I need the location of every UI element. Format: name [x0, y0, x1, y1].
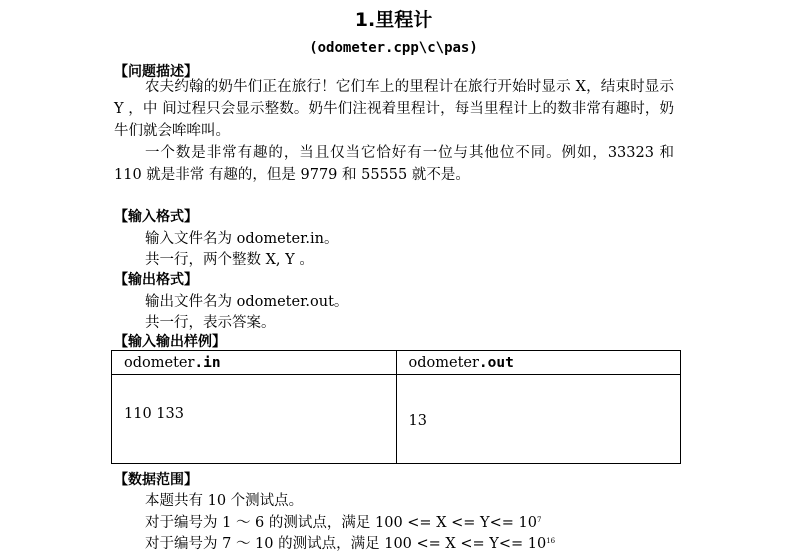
output-header-cell	[396, 351, 681, 375]
sample-output-value: 13	[408, 413, 427, 429]
output-format-heading: 【输出格式】	[114, 272, 198, 288]
sample-input-value: 110 133	[124, 406, 184, 422]
input-header-prefix: odometer	[124, 354, 195, 371]
test-count-line: 本题共有 10 个测试点。	[145, 493, 304, 509]
sample-input-cell	[112, 375, 397, 464]
range-line-1-exponent: 7	[536, 516, 542, 524]
problem-title: 1.里程计	[354, 9, 433, 31]
input-file-line: 输入文件名为 odometer.in。	[145, 231, 339, 247]
problem-description-heading: 【问题描述】	[114, 64, 198, 80]
description-paragraph: 一个数是非常有趣的，当且仅当它恰好有一位与其他位不同。例如，33323 和 110 就是非常 有趣的，但是 9779 和 55555 就不是。	[114, 145, 674, 183]
sample-table-body-row	[112, 375, 681, 464]
range-line-2-text: 对于编号为 7 ～ 10 的测试点，满足 100 <= X <= Y<= 10	[145, 536, 547, 552]
output-file-line: 输出文件名为 odometer.out。	[145, 294, 349, 310]
range-line-2-exponent: 16	[546, 537, 556, 545]
sample-heading: 【输入输出样例】	[114, 334, 226, 350]
output-header-ext: .out	[478, 354, 514, 371]
range-line-1	[145, 511, 541, 532]
sample-table-header-row	[112, 351, 681, 375]
output-content-line: 共一行，表示答案。	[145, 315, 276, 331]
description-paragraph: 农夫约翰的奶牛们正在旅行！它们车上的里程计在旅行开始时显示 X，结束时显示 Y ，中 间过程只会显示整数。奶牛们注视着里程计，每当里程计上的数非常有趣时，奶牛们就会哞哞叫。	[114, 79, 674, 139]
file-names-subtitle: (odometer.cpp\c\pas)	[309, 40, 478, 56]
sample-table	[111, 350, 681, 464]
range-line-1-text: 对于编号为 1 ～ 6 的测试点，满足 100 <= X <= Y<= 10	[145, 515, 537, 531]
output-header-prefix: odometer	[408, 354, 479, 371]
range-line-2	[145, 532, 555, 553]
data-range-heading: 【数据范围】	[114, 472, 198, 488]
sample-output-cell	[396, 375, 681, 464]
input-content-line: 共一行，两个整数 X, Y 。	[145, 252, 314, 268]
input-header-ext: .in	[194, 354, 221, 371]
input-header-cell	[112, 351, 397, 375]
input-format-heading: 【输入格式】	[114, 209, 198, 225]
problem-description	[114, 76, 674, 186]
